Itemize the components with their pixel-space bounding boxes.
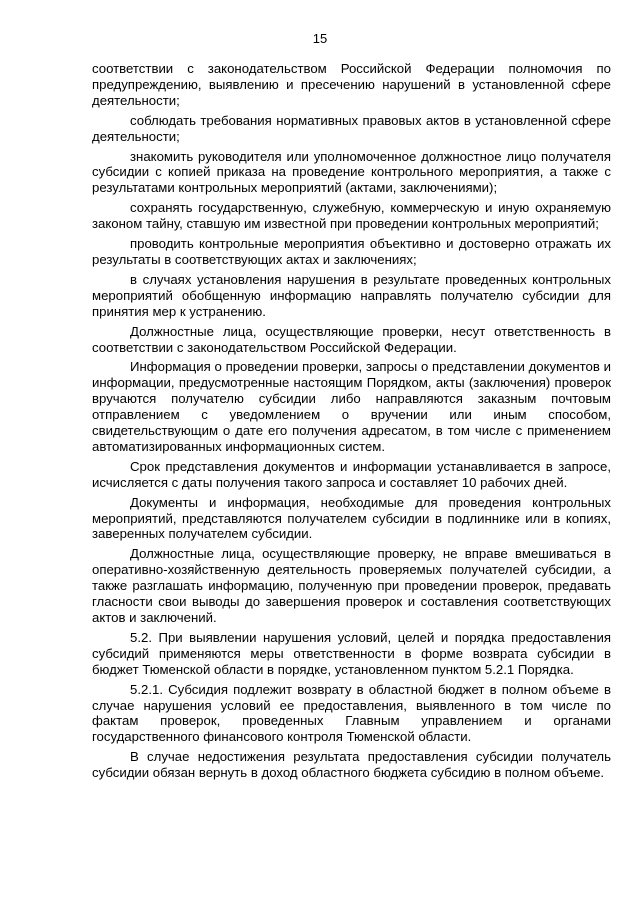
paragraph: знакомить руководителя или уполномоченное должностное лицо получателя субсидии с копией приказа на проведение контрольного мероприятия, а также с результатами контрольных мероприятий (актами, заключениями); [92,148,611,196]
paragraph: Информация о проведении проверки, запросы о представлении документов и информации, предусмотренные настоящим Порядком, акты (заключения) проверок вручаются получателю субсидии либо направляются заказным почтовым отправлением с уведомлением о вручении или иным способом, свидетельствующим о дате его получения адресатом, в том числе с применением автоматизированных информационных систем. [92,359,611,454]
paragraph: в случаях установления нарушения в результате проведенных контрольных мероприятий обобщенную информацию направлять получателю субсидии для принятия мер к устранению. [92,271,611,319]
paragraph-clause-5-2: 5.2. При выявлении нарушения условий, целей и порядка предоставления субсидий применяются меры ответственности в форме возврата субсидии в бюджет Тюменской области в порядке, установленном пунктом 5.2.1 Порядка. [92,629,611,677]
paragraph: Документы и информация, необходимые для проведения контрольных мероприятий, представляются получателем субсидии в подлиннике или в копиях, заверенных получателем субсидии. [92,494,611,542]
body-text [92,61,611,785]
paragraph: соблюдать требования нормативных правовых актов в установленной сфере деятельности; [92,112,611,144]
paragraph: проводить контрольные мероприятия объективно и достоверно отражать их результаты в соответствующих актах и заключениях; [92,236,611,267]
paragraph-continuation: соответствии с законодательством Российской Федерации полномочия по предупреждению, выявлению и пресечению нарушений в установленной сфере деятельности; [92,61,611,108]
paragraph: Должностные лица, осуществляющие проверки, несут ответственность в соответствии с законодательством Российской Федерации. [92,323,611,355]
paragraph: В случае недостижения результата предоставления субсидии получатель субсидии обязан вернуть в доход областного бюджета субсидию в полном объеме. [92,749,611,781]
paragraph-clause-5-2-1: 5.2.1. Субсидия подлежит возврату в областной бюджет в полном объеме в случае нарушения условий ее предоставления, выявленного в том числе по фактам проверок, проведенных Главным управлением и органами государственного финансового контроля Тюменской области. [92,681,611,745]
paragraph: Должностные лица, осуществляющие проверку, не вправе вмешиваться в оперативно-хозяйственную деятельность проверяемых получателей субсидии, а также разглашать информацию, полученную при проведении проверок, предавать гласности свои выводы до завершения проверок и составления соответствующих актов и заключений. [92,546,611,625]
page-number: 15 [312,31,328,46]
paragraph: сохранять государственную, служебную, коммерческую и иную охраняемую законом тайну, ставшую им известной при проведении контрольных мероприятий; [92,200,611,232]
paragraph: Срок представления документов и информации устанавливается в запросе, исчисляется с даты получения такого запроса и составляет 10 рабочих дней. [92,458,611,490]
